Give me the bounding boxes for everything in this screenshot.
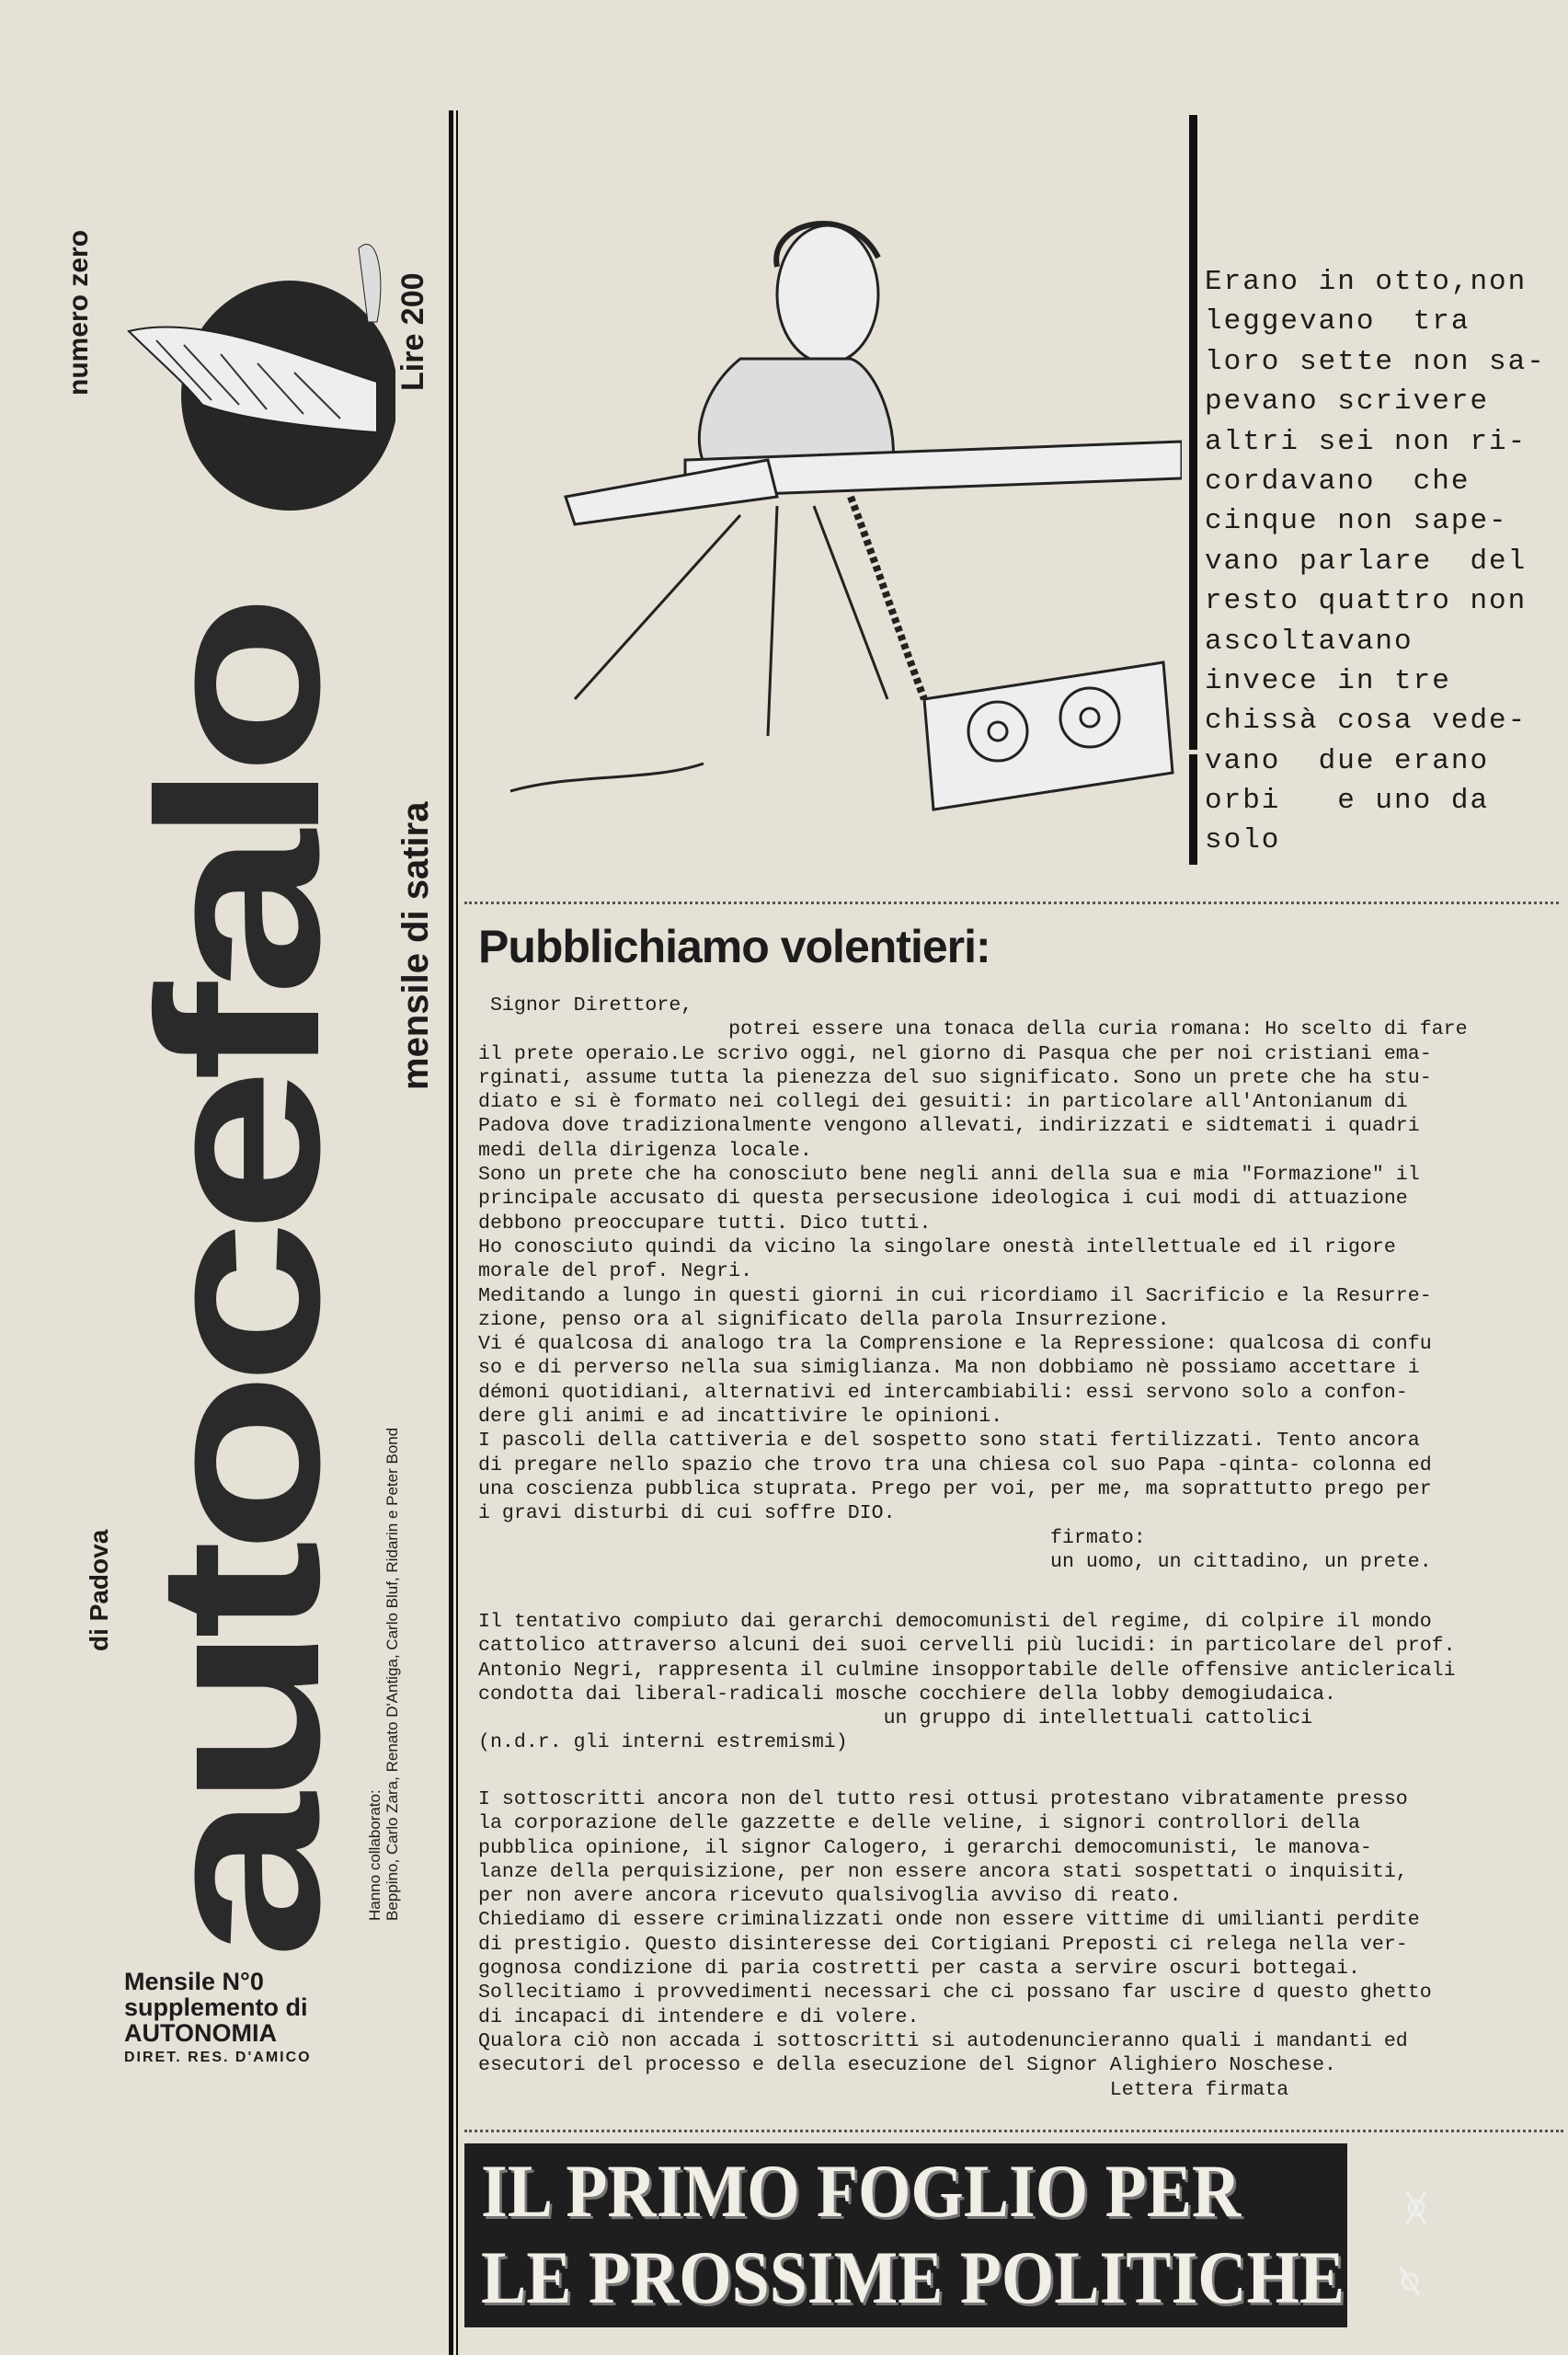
footer-line-3: AUTONOMIA: [124, 2019, 277, 2047]
text-line: potrei essere una tonaca della curia romana: Ho scelto di fare: [478, 1018, 1468, 1041]
text-line: rginati, assume tutta la pienezza del suo significato. Sono un prete che ha stu-: [478, 1066, 1432, 1089]
text-line: Signor Direttore,: [478, 994, 693, 1017]
price-label: Lire 200: [395, 272, 430, 391]
column-rule-left: [449, 110, 453, 2355]
text-line: una coscienza pubblica stuprata. Prego per voi, per me, ma soprattutto prego per: [478, 1477, 1432, 1500]
issue-label: [64, 221, 94, 396]
text-line: orbi e uno da: [1205, 785, 1490, 818]
text-line: diato e si è formato nei collegi dei gesuiti: in particolare all'Antonianum di: [478, 1091, 1408, 1114]
headline-banner: [464, 2143, 1347, 2327]
text-line: esecutori del processo e della esecuzione del Signor Alighiero Noschese.: [478, 2054, 1337, 2077]
text-line: Sono un prete che ha conosciuto bene negli anni della sua e mia "Formazione" il: [478, 1164, 1420, 1187]
subtitle: mensile di satira: [395, 801, 436, 1090]
text-line: leggevano tra: [1205, 305, 1471, 339]
text-line: Meditando a lungo in questi giorni in cui ricordiamo il Sacrificio e la Resurre-: [478, 1284, 1432, 1307]
divider: [464, 902, 1559, 904]
text-line: solo: [1205, 824, 1281, 857]
text-line: Chiediamo di essere criminalizzati onde non essere vittime di umilianti perdite: [478, 1909, 1420, 1932]
footer-line-4: DIRET. RES. D'AMICO: [124, 2050, 312, 2065]
feather-logo-icon: [101, 221, 395, 524]
issue-text: numero zero: [63, 229, 94, 396]
text-line: medi della dirigenza locale.: [478, 1139, 812, 1162]
text-line: Sollecitiamo i provvedimenti necessari che ci possano far uscire d questo ghetto: [478, 1982, 1432, 2005]
text-line: Qualora ciò non accada i sottoscritti si autodenuncieranno quali i mandanti ed: [478, 2029, 1408, 2052]
catholics-note: [478, 1610, 1456, 1755]
text-line: so e di perverso nella sua simiglianza. Ma non dobbiamo nè possiamo accettare i: [478, 1357, 1420, 1380]
poem: [1205, 262, 1546, 861]
city-label: di Padova: [85, 1529, 113, 1651]
banner-line-2: LE PROSSIME POLITICHE: [481, 2235, 1345, 2319]
text-line: di incapaci di intendere e di volere.: [478, 2005, 920, 2028]
poem-rule-lower: [1189, 754, 1197, 865]
text-line: condotta dai liberal-radicali mosche cocchiere della lobby demogiudaica.: [478, 1683, 1337, 1706]
cartoon-illustration: [464, 184, 1182, 828]
text-line: cordavano che: [1205, 465, 1471, 498]
article-heading: Pubblichiamo volentieri:: [478, 921, 990, 972]
text-line: cattolico attraverso alcuni dei suoi cervelli più lucidi: in particolare del prof.: [478, 1635, 1456, 1658]
masthead-title: autocefalo: [110, 607, 367, 1959]
text-line: ascoltavano: [1205, 625, 1413, 658]
column-rule-left-thin: [456, 110, 458, 2355]
text-line: vano due erano: [1205, 744, 1490, 777]
text-line: il prete operaio.Le scrivo oggi, nel giorno di Pasqua che per noi cristiani ema-: [478, 1042, 1432, 1065]
star-doodle-icon: [1393, 2180, 1439, 2318]
text-line: invece in tre: [1205, 664, 1451, 697]
text-line: Antonio Negri, rappresenta il culmine insopportabile delle offensive anticlericali: [478, 1659, 1456, 1682]
text-line: Vi é qualcosa di analogo tra la Comprensione e la Repressione: qualcosa di confu: [478, 1333, 1432, 1356]
banner-line-1: IL PRIMO FOGLIO PER: [481, 2149, 1242, 2233]
footer-line-2: supplemento di: [124, 1993, 308, 2021]
text-line: lanze della perquisizione, per non essere ancora stati sospettati o inquisiti,: [478, 1860, 1408, 1883]
text-line: I pascoli della cattiveria e del sospetto sono stati fertilizzati. Tento ancora: [478, 1430, 1420, 1453]
text-line: morale del prof. Negri.: [478, 1260, 753, 1283]
text-line: per non avere ancora ricevuto qualsivoglia avviso di reato.: [478, 1885, 1182, 1908]
text-line: loro sette non sa-: [1205, 345, 1546, 378]
text-line: (n.d.r. gli interni estremismi): [478, 1731, 848, 1754]
text-line: un gruppo di intellettuali cattolici: [478, 1707, 1313, 1730]
text-line: zione, penso ora al significato della parola Insurrezione.: [478, 1308, 1170, 1331]
signatories-note: [478, 1787, 1432, 2102]
text-line: pubblica opinione, il signor Calogero, i gerarchi democomunisti, le manova-: [478, 1836, 1372, 1859]
publication-info: [124, 1969, 312, 2066]
text-line: pevano scrivere: [1205, 385, 1490, 419]
footer-line-1: Mensile N°0: [124, 1968, 264, 1995]
text-line: chissà cosa vede-: [1205, 705, 1528, 738]
text-line: démoni quotidiani, alternativi ed intercambiabili: essi servono solo a confon-: [478, 1381, 1408, 1404]
text-line: Lettera firmata: [478, 2078, 1289, 2101]
text-line: vano parlare del: [1205, 545, 1528, 578]
poem-rule: [1189, 115, 1197, 750]
text-line: Ho conosciuto quindi da vicino la singolare onestà intellettuale ed il rigore: [478, 1235, 1396, 1258]
credits-names: Beppino, Carlo Zara, Renato D'Antiga, Carlo Bluf, Ridarin e Peter Bond: [383, 1427, 401, 1921]
credits: [366, 1428, 401, 1921]
credits-label: Hanno collaborato:: [366, 1789, 383, 1921]
text-line: i gravi disturbi di cui soffre DIO.: [478, 1502, 896, 1525]
letter-body: [478, 994, 1468, 1574]
text-line: dere gli animi e ad incattivire le opinioni.: [478, 1406, 1003, 1429]
text-line: cinque non sape-: [1205, 505, 1508, 538]
text-line: un uomo, un cittadino, un prete.: [478, 1550, 1432, 1573]
divider-bottom: [464, 2130, 1563, 2132]
text-line: di prestigio. Questo disinteresse dei Cortigiani Preposti ci relega nella ver-: [478, 1933, 1408, 1956]
text-line: resto quattro non: [1205, 585, 1528, 618]
text-line: altri sei non ri-: [1205, 425, 1528, 458]
text-line: Padova dove tradizionalmente vengono allevati, indirizzati e sidtemati i quadri: [478, 1115, 1420, 1138]
text-line: Il tentativo compiuto dai gerarchi democomunisti del regime, di colpire il mondo: [478, 1611, 1432, 1633]
text-line: la corporazione delle gazzette e delle veline, i signori controllori della: [478, 1812, 1360, 1835]
text-line: principale accusato di questa persecusione ideologica i cui modi di attuazione: [478, 1188, 1408, 1211]
text-line: debbono preoccupare tutti. Dico tutti.: [478, 1212, 932, 1235]
text-line: I sottoscritti ancora non del tutto resi ottusi protestano vibratamente presso: [478, 1788, 1408, 1810]
text-line: di pregare nello spazio che trovo tra una chiesa col suo Papa -qinta- colonna ed: [478, 1453, 1432, 1476]
text-line: Erano in otto,non: [1205, 266, 1528, 298]
text-line: firmato:: [478, 1526, 1146, 1549]
text-line: gognosa condizione di paria costretti per casta a servire oscuri bottegai.: [478, 1958, 1360, 1981]
